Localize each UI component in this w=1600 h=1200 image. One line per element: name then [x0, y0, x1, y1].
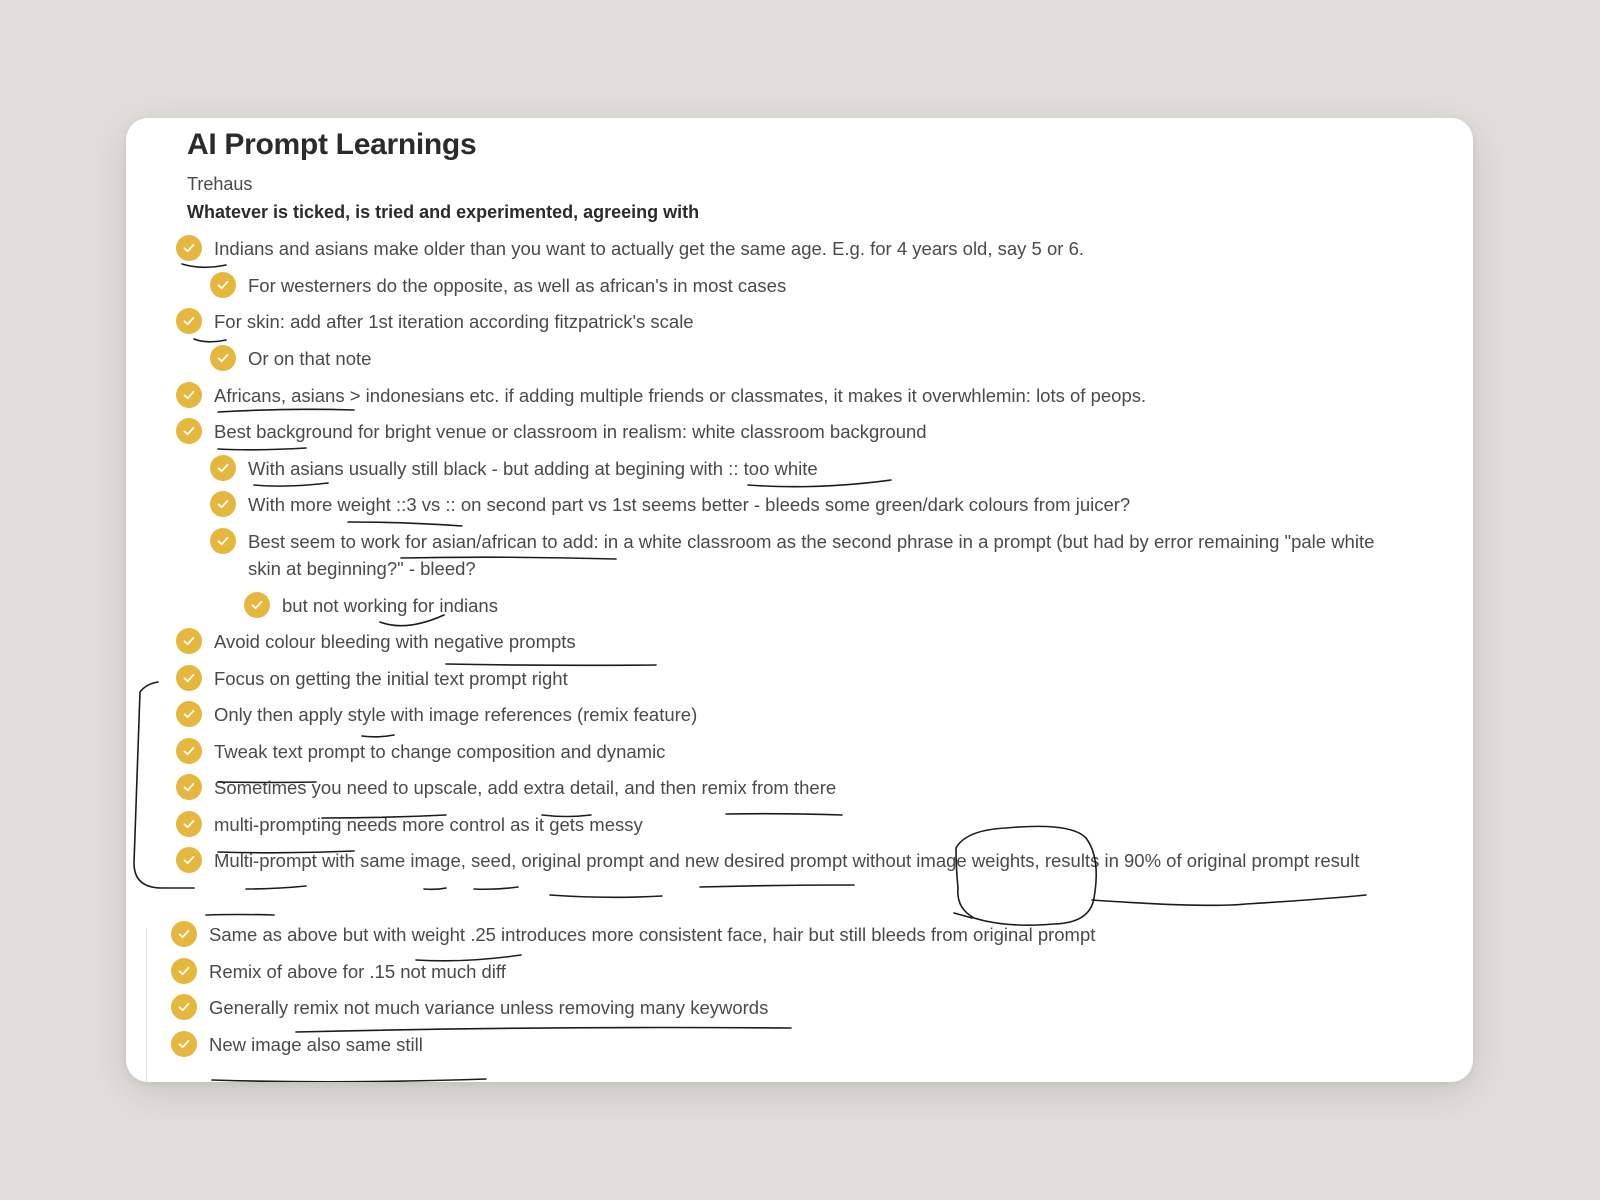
- checkbox[interactable]: [244, 592, 270, 618]
- checklist-item: [244, 592, 1396, 619]
- checkbox[interactable]: [176, 418, 202, 444]
- checkbox[interactable]: [176, 701, 202, 727]
- checkmark-icon: [215, 533, 231, 549]
- page-subtitle: Trehaus: [187, 174, 253, 194]
- checkmark-icon: [215, 277, 231, 293]
- checkbox[interactable]: [171, 958, 197, 984]
- checklist-item-text[interactable]: Indians and asians make older than you want to actually get the same age. E.g. for 4 years old, say 5 or 6.: [214, 238, 1085, 259]
- checkmark-icon: [181, 313, 197, 329]
- checkmark-icon: [176, 963, 192, 979]
- ink-underline: [550, 895, 662, 897]
- page-note: Whatever is ticked, is tried and experimented, agreeing with: [187, 202, 700, 222]
- checkbox[interactable]: [210, 528, 236, 554]
- checklist-item-text[interactable]: Africans, asians > indonesians etc. if adding multiple friends or classmates, it makes it overwhlemin: lots of peops.: [214, 385, 1147, 406]
- checkbox[interactable]: [176, 235, 202, 261]
- checklist-item: [210, 491, 1396, 518]
- checklist-item-text[interactable]: For skin: add after 1st iteration according fitzpatrick's scale: [214, 311, 694, 332]
- note-page: [126, 118, 1473, 1082]
- ink-underline: [246, 886, 306, 889]
- checklist-item: [176, 308, 1396, 335]
- checklist-item-text[interactable]: Avoid colour bleeding with negative prompts: [214, 631, 576, 652]
- checkbox[interactable]: [176, 738, 202, 764]
- checklist-item-text[interactable]: With asians usually still black - but adding at begining with :: too white: [248, 458, 818, 479]
- checklist-item: [171, 1031, 1396, 1058]
- checklist-item: [210, 345, 1396, 372]
- ink-underline: [218, 448, 306, 450]
- checklist-item: [210, 528, 1396, 582]
- checklist-item-text[interactable]: Focus on getting the initial text prompt right: [214, 668, 568, 689]
- checkmark-icon: [181, 706, 197, 722]
- checklist-item-text[interactable]: For westerners do the opposite, as well as african's in most cases: [248, 275, 787, 296]
- checklist-item-text[interactable]: Tweak text prompt to change composition and dynamic: [214, 741, 666, 762]
- ink-circle: [956, 826, 1096, 925]
- checkmark-icon: [181, 387, 197, 403]
- checklist-item: [176, 628, 1396, 655]
- checkmark-icon: [176, 999, 192, 1015]
- checklist-item: [210, 272, 1396, 299]
- ink-mark: [954, 913, 972, 918]
- ink-underline: [1092, 895, 1366, 905]
- ink-underline: [362, 735, 394, 737]
- checkmark-icon: [181, 816, 197, 832]
- ink-underline: [474, 887, 518, 889]
- checkmark-icon: [181, 633, 197, 649]
- checklist-item: [171, 921, 1396, 948]
- checkbox[interactable]: [176, 774, 202, 800]
- checklist-item-text[interactable]: With more weight ::3 vs :: on second part vs 1st seems better - bleeds some green/dark colours from juicer?: [248, 494, 1131, 515]
- checkmark-icon: [176, 1036, 192, 1052]
- ink-underline: [218, 409, 354, 412]
- checkbox[interactable]: [210, 491, 236, 517]
- ink-underline: [424, 888, 446, 889]
- checkmark-icon: [176, 926, 192, 942]
- checkmark-icon: [215, 350, 231, 366]
- checklist-item: [176, 235, 1396, 262]
- checklist-item-text[interactable]: Remix of above for .15 not much diff: [209, 961, 506, 982]
- checkmark-icon: [249, 597, 265, 613]
- checkbox[interactable]: [171, 1031, 197, 1057]
- ink-underline: [700, 885, 854, 887]
- checklist-item: [176, 382, 1396, 409]
- checklist-item-text[interactable]: Multi-prompt with same image, seed, original prompt and new desired prompt without image weights, results in 90% of original prompt result: [214, 850, 1360, 871]
- checkmark-icon: [181, 240, 197, 256]
- checkbox[interactable]: [210, 272, 236, 298]
- checkmark-icon: [181, 670, 197, 686]
- checklist-item: [176, 665, 1396, 692]
- checklist-item: [176, 418, 1396, 445]
- page-title: AI Prompt Learnings: [187, 128, 477, 161]
- checkmark-icon: [215, 460, 231, 476]
- checklist-item: [171, 994, 1396, 1021]
- ink-underline: [182, 264, 226, 267]
- ink-underline: [206, 915, 274, 916]
- checklist-item-text[interactable]: Or on that note: [248, 348, 372, 369]
- checkmark-icon: [181, 779, 197, 795]
- checklist-item: [176, 847, 1396, 874]
- checklist-item-text[interactable]: New image also same still: [209, 1034, 423, 1055]
- checklist-item-text[interactable]: Generally remix not much variance unless removing many keywords: [209, 997, 769, 1018]
- checkbox[interactable]: [176, 811, 202, 837]
- checkmark-icon: [181, 423, 197, 439]
- checklist-item-text[interactable]: but not working for indians: [282, 595, 498, 616]
- checklist-item: [176, 774, 1396, 801]
- checklist-item-text[interactable]: Best seem to work for asian/african to add: in a white classroom as the second phrase in a prompt (but had by error remaining "pale white skin at beginning?" - bleed?: [248, 531, 1375, 579]
- checkmark-icon: [215, 496, 231, 512]
- checklist-item-text[interactable]: multi-prompting needs more control as it gets messy: [214, 814, 643, 835]
- ink-underline: [254, 483, 328, 486]
- checklist-item-text[interactable]: Sometimes you need to upscale, add extra detail, and then remix from there: [214, 777, 837, 798]
- checklist-item: [176, 738, 1396, 765]
- ink-underline: [194, 339, 226, 342]
- checkbox[interactable]: [176, 308, 202, 334]
- checklist-item-text[interactable]: Only then apply style with image references (remix feature): [214, 704, 698, 725]
- ink-underline: [348, 522, 462, 526]
- checkbox[interactable]: [176, 847, 202, 873]
- checkbox[interactable]: [176, 382, 202, 408]
- checkbox[interactable]: [176, 665, 202, 691]
- checklist-item: [176, 811, 1396, 838]
- checkbox[interactable]: [210, 455, 236, 481]
- checklist-item: [210, 455, 1396, 482]
- checkbox[interactable]: [176, 628, 202, 654]
- quote-rule: [146, 928, 147, 1082]
- checkbox[interactable]: [171, 921, 197, 947]
- checkbox[interactable]: [210, 345, 236, 371]
- checkmark-icon: [181, 852, 197, 868]
- checklist-item: [176, 701, 1396, 728]
- checklist-item-text[interactable]: Best background for bright venue or classroom in realism: white classroom background: [214, 421, 927, 442]
- checklist-item: [171, 958, 1396, 985]
- ink-underline: [212, 1079, 486, 1082]
- checkmark-icon: [181, 743, 197, 759]
- checklist-item-text[interactable]: Same as above but with weight .25 introduces more consistent face, hair but still bleeds from original prompt: [209, 924, 1096, 945]
- checkbox[interactable]: [171, 994, 197, 1020]
